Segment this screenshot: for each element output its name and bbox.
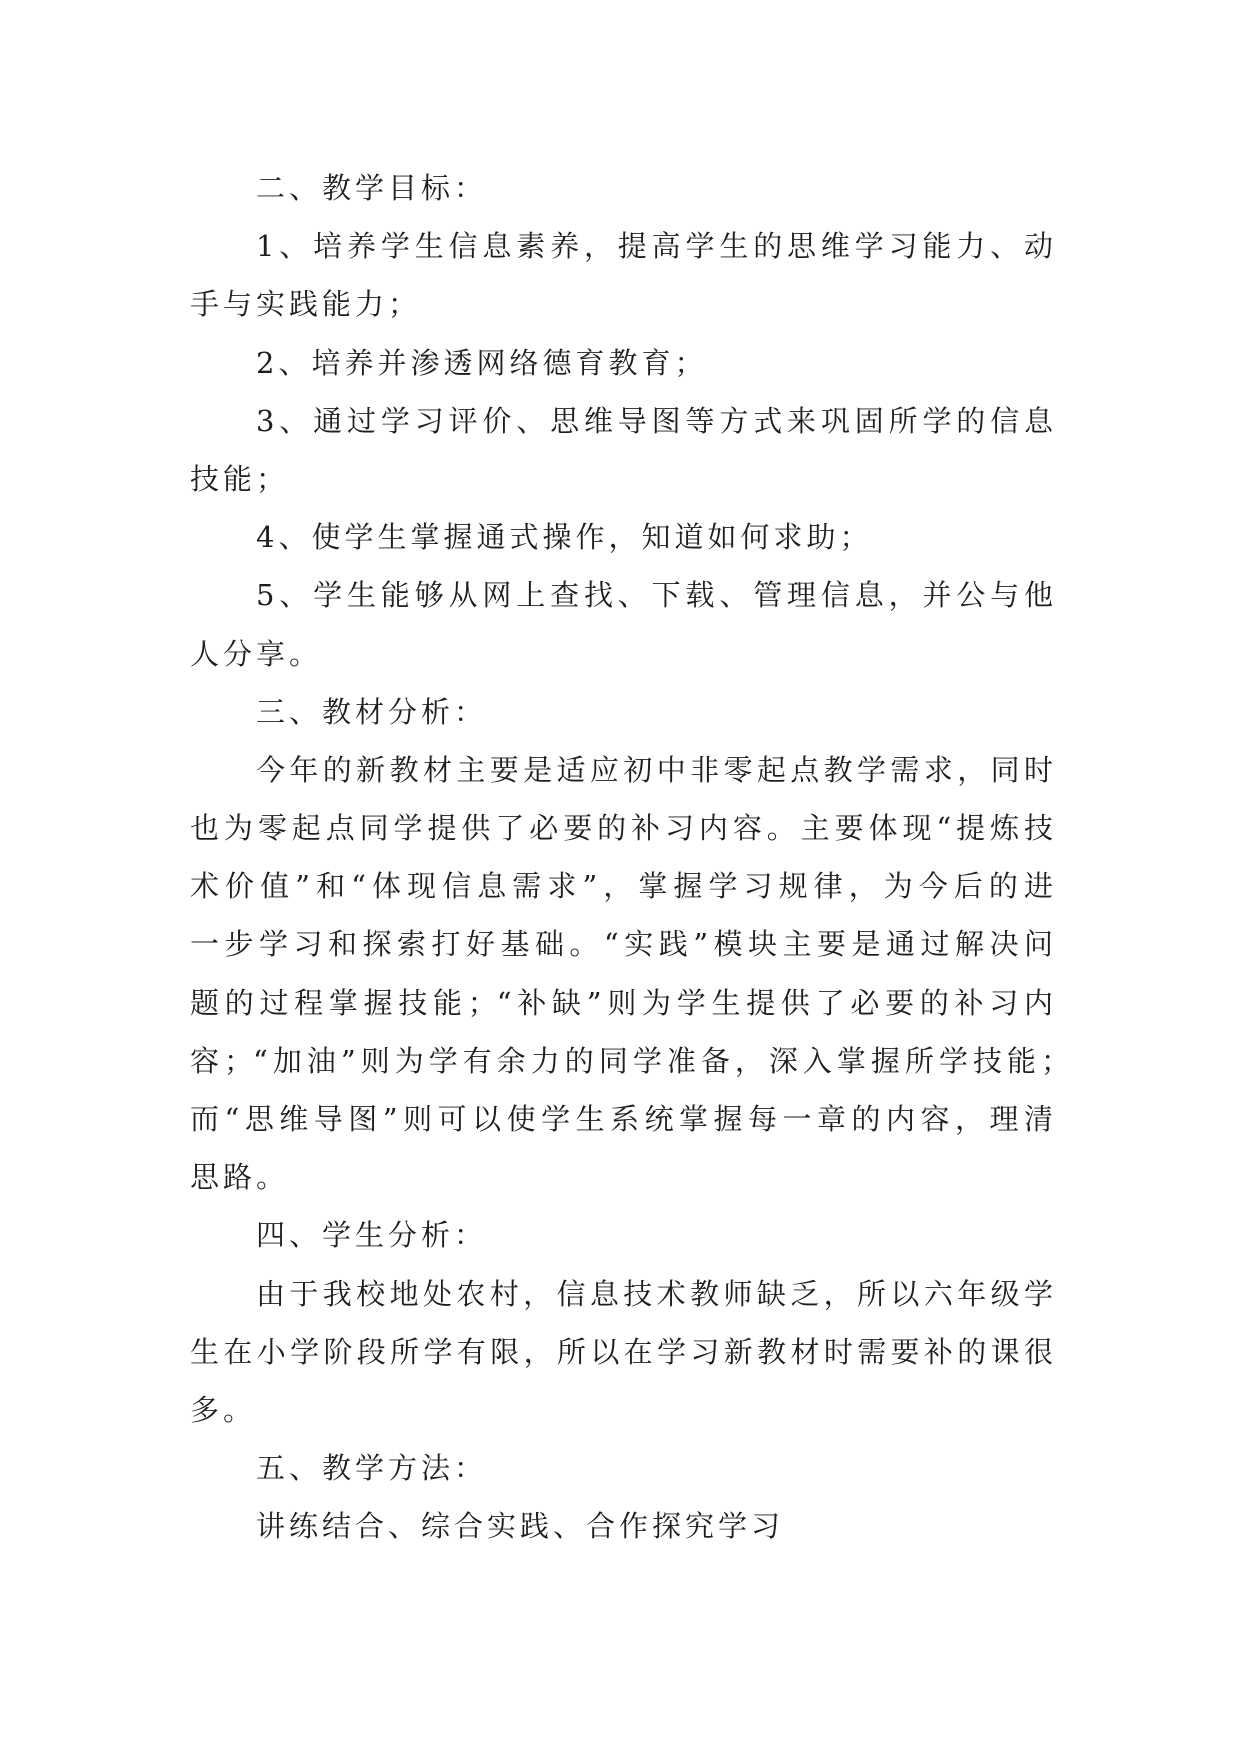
paragraph xyxy=(190,1265,1053,1440)
paragraph-line: 题的过程掌握技能；“补缺”则为学生提供了必要的补习内 xyxy=(190,985,1053,1020)
paragraph-line: 思路。 xyxy=(190,1160,290,1195)
paragraph-line: 5、学生能够从网上查找、下载、管理信息，并公与他 xyxy=(256,578,1053,613)
paragraph xyxy=(190,334,1053,392)
heading-line: 四、学生分析： xyxy=(256,1218,488,1253)
paragraph-line: 生在小学阶段所学有限，所以在学习新教材时需要补的课很 xyxy=(190,1334,1053,1369)
heading-line: 二、教学目标： xyxy=(256,171,488,205)
paragraph-line: 而“思维导图”则可以使学生系统掌握每一章的内容，理清 xyxy=(190,1102,1053,1136)
heading-line: 五、教学方法： xyxy=(256,1451,488,1486)
paragraph-line: 也为零起点同学提供了必要的补习内容。主要体现“提炼技 xyxy=(190,811,1053,846)
paragraph xyxy=(190,566,1053,682)
paragraph-line: 术价值”和“体现信息需求”，掌握学习规律，为今后的进 xyxy=(190,869,1053,904)
paragraph xyxy=(190,508,1053,566)
paragraph-line: 2、培养并渗透网络德育教育； xyxy=(256,345,708,380)
paragraph-line: 讲练结合、综合实践、合作探究学习 xyxy=(256,1509,785,1544)
document-body xyxy=(190,159,1070,1556)
paragraph-line: 技能； xyxy=(190,461,290,496)
paragraph-line: 容；“加油”则为学有余力的同学准备，深入掌握所学技能； xyxy=(190,1043,1070,1078)
section-heading xyxy=(190,159,1053,217)
paragraph xyxy=(190,741,1070,1207)
paragraph-line: 多。 xyxy=(190,1392,257,1427)
heading-line: 三、教材分析： xyxy=(256,694,488,729)
paragraph xyxy=(190,392,1053,508)
paragraph-line: 由于我校地处农村，信息技术教师缺乏，所以六年级学 xyxy=(256,1276,1053,1311)
paragraph-line: 一步学习和探索打好基础。“实践”模块主要是通过解决问 xyxy=(190,927,1053,962)
paragraph-line: 4、使学生掌握通式操作，知道如何求助； xyxy=(256,520,873,555)
paragraph xyxy=(190,1497,1053,1555)
paragraph-line: 今年的新教材主要是适应初中非零起点教学需求，同时 xyxy=(256,752,1053,787)
paragraph xyxy=(190,217,1053,333)
paragraph-line: 3、通过学习评价、思维导图等方式来巩固所学的信息 xyxy=(256,403,1053,438)
section-heading xyxy=(190,683,1053,741)
section-heading xyxy=(190,1206,1053,1264)
paragraph-line: 手与实践能力； xyxy=(190,287,422,322)
section-heading xyxy=(190,1439,1053,1497)
paragraph-line: 人分享。 xyxy=(190,636,323,671)
paragraph-line: 1、培养学生信息素养，提高学生的思维学习能力、动 xyxy=(256,229,1053,264)
